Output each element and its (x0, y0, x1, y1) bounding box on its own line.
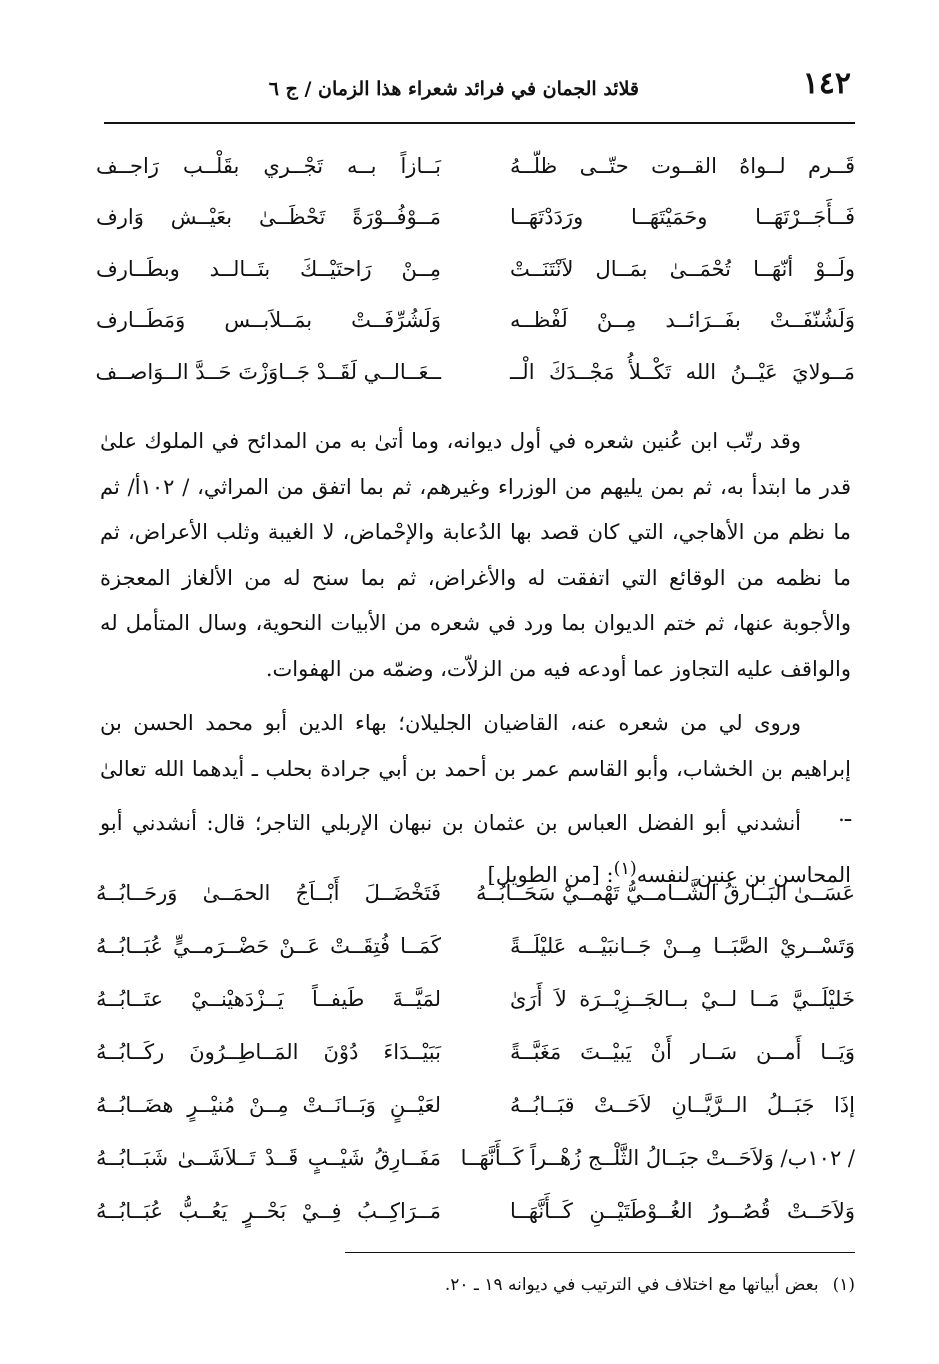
verse-line (96, 972, 855, 1025)
verse-line (96, 140, 855, 192)
footnote (445, 1275, 855, 1295)
prose-paragraph: وقد رتّب ابن عُنين شعره في أول ديوانه، وما أتىٰ به من المدائح في الملوك علىٰ قدر ما ابتدأ به، ثم بمن يليهم من الوزراء وغيرهم، ثم بما اتفق من المراثي، / ١٠٢أ/ ثم ما نظم من الأهاجي، التي كان قصد بها الدُعابة والإحْماض، لا الغيبة وثلب الأعراض، ثم ما نظمه من الوقائع التي اتفقت له والأغراض، ثم بما سنح له من الألغاز المعجزة والأجوبة عنها، ثم ختم الديوان بما ورد في شعره من الأبيات النحوية، وسال المتأمل له والواقف عليه التجاوز عما أودعه فيه من الزلاّت، وضمّه من الهفوات. (100, 429, 851, 681)
verse-first-hemistich: وَيَــا أَمــن سَــار أَنْ يَبيْــتَ مَغَبَّــةً (510, 1039, 855, 1064)
meter-label: : [من الطويل] (487, 862, 614, 887)
verse-line (96, 919, 855, 972)
verse-first-hemistich: ولَــوْ أنّهَــا تُحْمَــىٰ بمَــال لاَنْتَنَــتْ (510, 256, 855, 281)
verse-line (96, 866, 855, 919)
verse-first-hemistich: فَــأَجَــرْتَهَــا وحَمَيْتَهَــا ورَدَدْتَهَــا (510, 205, 855, 230)
verse-first-hemistich: وَلاَحَــتْ قُصُــورُ الغُــوْطَتَيْــنِ كَــأَنَّهَــا (510, 1198, 855, 1223)
verse-line (96, 1025, 855, 1078)
verse-second-hemistich: وَلَشُرِّفَــتْ بمَــلاَبــس وَمَطَــارف (96, 308, 441, 333)
verse-second-hemistich: مَــرَاكِــبُ فِــيْ بَحْــرٍ يَعُــبُّ عُبَــابُــهُ (96, 1198, 441, 1223)
verse-second-hemistich: ــعَــالــي لَقَــدْ جَــاوَزْتَ حَــدَّ الــوَاصــف (95, 359, 441, 384)
verse-first-hemistich: وَلَشُنّفَــتْ بفَــرَائــد مِــنْ لَفْظــه (510, 308, 855, 333)
verse-first-hemistich: مَــولايَ عَيْــنُ الله تَكْــلأُ مَجْــدَكَ الْــ (510, 359, 855, 384)
verse-first-hemistich: / ١٠٢ب/ وَلاَحَــتْ جبَــالُ الثَّلْــج زُهْــراً كَــأَنَّهَــا (460, 1145, 855, 1170)
verse-second-hemistich: بَبَيْــدَاءَ دُوْنَ المَــاطِــرُونَ ركَــابُــهُ (96, 1039, 441, 1064)
running-title: قلائد الجمان في فرائد شعراء هذا الزمان / ج ٦ (268, 78, 639, 100)
verse-line (96, 243, 855, 295)
verse-second-hemistich: كَمَــا فُتِقَــتْ عَــنْ حَضْــرَمــيٍّ عُبَــابُــهُ (96, 933, 441, 958)
verse-first-hemistich: خَليْلَــيَّ مَــا لــيْ بــالجَــزِيْــرَة لاَ أَرَىٰ (510, 986, 855, 1011)
verse-line (96, 192, 855, 244)
verse-first-hemistich: قَــرم لــواهُ القــوت حتّــى ظلّــهُ (510, 153, 855, 178)
verse-line (96, 295, 855, 347)
prose-paragraph: وروى لي من شعره عنه، القاضيان الجليلان؛ بهاء الدين أبو محمد الحسن بن إبراهيم بن الخشاب، وأبو القاسم عمر بن أحمد بن أبي جرادة بحلب ـ أيدهما الله تعالىٰ ـ. (100, 711, 851, 826)
verse-second-hemistich: مَفَــارِقُ شَيْــبٍ قَــدْ تَــلاَشَــىٰ شَبَــابُــهُ (96, 1145, 441, 1170)
verse-line (96, 1131, 855, 1184)
verse-block-2 (96, 866, 855, 1237)
header-rule (104, 122, 855, 124)
verse-second-hemistich: لمَيَّــةَ طَيفــاً يَــزْدَهيْنــيْ عتَــابُــهُ (96, 986, 441, 1011)
verse-second-hemistich: مِــنْ رَاحتَيْــكَ بتَــالــد وبطَــارف (96, 256, 441, 281)
paragraph-text: أنشدني أبو الفضل العباس بن عثمان بن نبهان الإربلي التاجر؛ قال: أنشدني أبو المحاسن بن عنين لنفسه (100, 811, 851, 887)
footnote-reference[interactable]: (١) (613, 858, 637, 879)
verse-second-hemistich: بَــازاً بــه تَجْــري بقَلْــب رَاجــف (96, 153, 441, 178)
page-number: ١٤٢ (802, 66, 851, 101)
verse-first-hemistich: عَسَــىٰ البَــارقُ الشَّــامــيُّ تَهْمــيْ سَحَــابُــهُ (476, 880, 855, 905)
verse-second-hemistich: مَــوْفُــوْرَةً تَحْظَــىٰ بعَيْــش وَارف (96, 205, 441, 230)
footnote-rule (345, 1252, 855, 1253)
footnote-mark: (١) (832, 1275, 855, 1295)
footnote-text: بعض أبياتها مع اختلاف في الترتيب في ديوانه ١٩ ـ ٢٠. (444, 1275, 819, 1295)
verse-first-hemistich: إذَا جَبَــلُ الــرَّيَّــانِ لاَحَــتْ قبَــابُــهُ (510, 1092, 855, 1117)
verse-line (96, 1078, 855, 1131)
verse-second-hemistich: فَتَخْضَــلَ أَبْــاَجُ الحمَــىٰ وَرحَــابُــهُ (96, 880, 441, 905)
verse-block-1 (96, 140, 855, 398)
verse-line (96, 346, 855, 398)
verse-line (96, 1184, 855, 1237)
verse-first-hemistich: وَتَسْــريْ الصَّبَــا مِــنْ جَــانبَيْــه عَليْلَــةً (510, 933, 855, 958)
verse-second-hemistich: لعَيْــنٍ وَبَــانَــتْ مِــنْ مُنيْــرٍ هضَــابُــهُ (96, 1092, 441, 1117)
